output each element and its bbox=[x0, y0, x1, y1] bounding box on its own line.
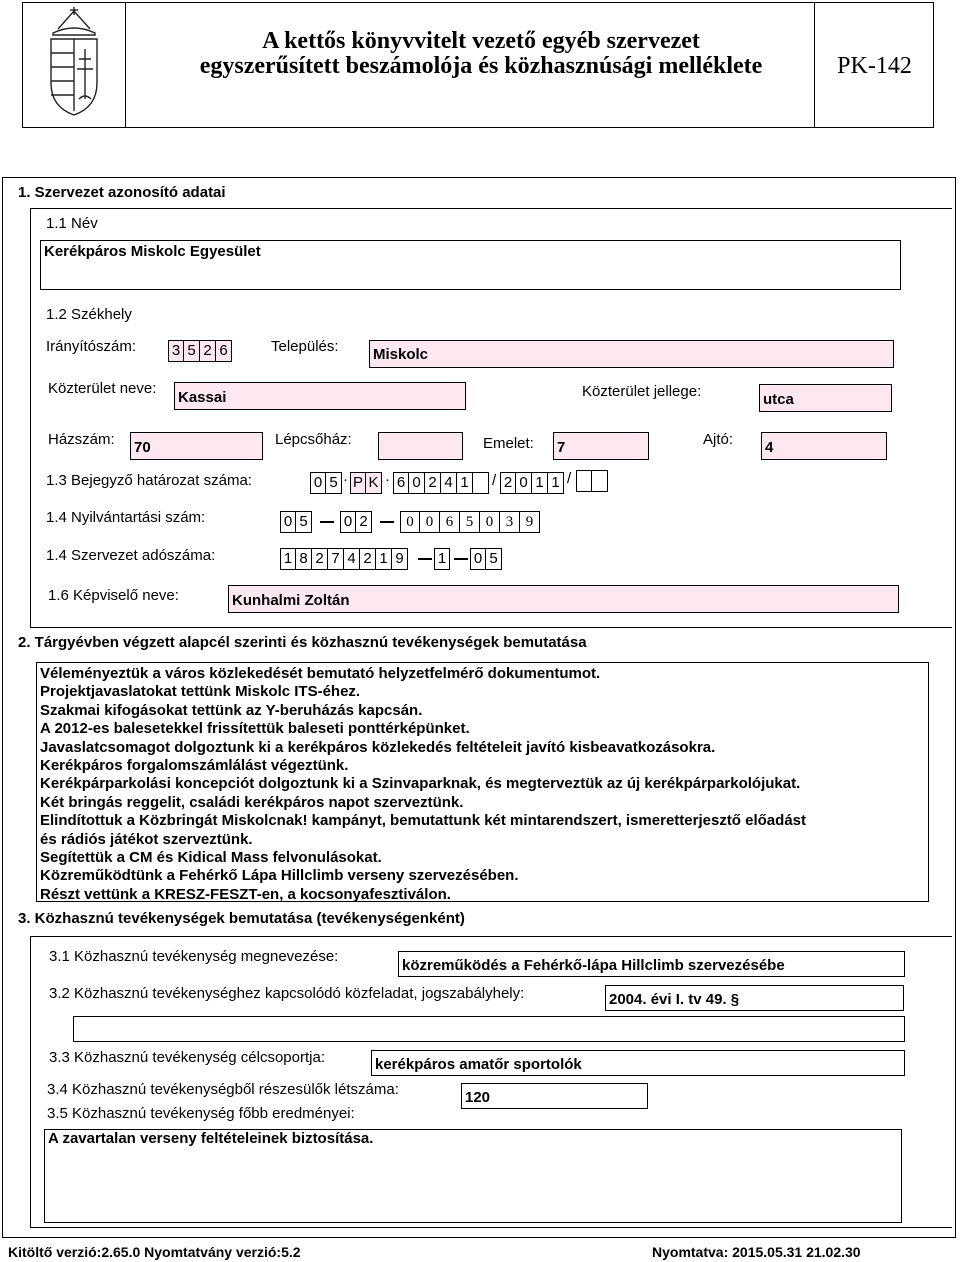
reg-decision-part4[interactable] bbox=[500, 472, 564, 494]
registry-part3[interactable] bbox=[400, 511, 540, 533]
zip-digit: 5 bbox=[184, 340, 200, 362]
city-label: Település: bbox=[271, 338, 339, 355]
tax-digit: 1 bbox=[376, 548, 392, 570]
activities-list bbox=[40, 665, 926, 902]
door-field[interactable]: 4 bbox=[761, 432, 887, 460]
dot-separator: · bbox=[343, 471, 348, 488]
registry-digit: 0 bbox=[340, 511, 356, 533]
activity-line: Kerékpárparkolási koncepciót dolgoztunk ki a Szinvaparknak, és megterveztük az új kerékpárparkolójukat. bbox=[40, 775, 801, 793]
task-extra-field[interactable] bbox=[73, 1016, 905, 1042]
target-field[interactable]: kerékpáros amatőr sportolók bbox=[371, 1050, 905, 1076]
task-field[interactable]: 2004. évi I. tv 49. § bbox=[605, 985, 904, 1011]
reg-decision-part1[interactable] bbox=[310, 472, 342, 494]
registry-label: 1.4 Nyilvántartási szám: bbox=[46, 509, 206, 526]
registry-part1[interactable] bbox=[280, 511, 312, 533]
form-title bbox=[125, 29, 837, 79]
logo-frame bbox=[23, 3, 126, 127]
reg-digit: 2 bbox=[500, 472, 516, 494]
zip-digit: 3 bbox=[168, 340, 184, 362]
results-field[interactable] bbox=[44, 1129, 902, 1223]
tax-digit: 2 bbox=[312, 548, 328, 570]
reg-digit: 2 bbox=[425, 472, 441, 494]
dash-separator bbox=[418, 558, 432, 560]
tax-digit: 4 bbox=[344, 548, 360, 570]
section3-title: 3. Közhasznú tevékenységek bemutatása (tevékenységenként) bbox=[18, 910, 465, 927]
form-code: PK-142 bbox=[837, 53, 912, 79]
reg-decision-label: 1.3 Bejegyző határozat száma: bbox=[46, 472, 252, 489]
reg-decision-part3[interactable] bbox=[393, 472, 489, 494]
activity-line: Kerékpáros forgalomszámlálást végeztünk. bbox=[40, 757, 349, 775]
registry-digit: 0 bbox=[420, 511, 440, 533]
activity-name-field[interactable]: közreműködés a Fehérkő-lápa Hillclimb szervezésébe bbox=[398, 951, 905, 977]
activity-line: Projektjavaslatokat tettünk Miskolc ITS-éhez. bbox=[40, 683, 361, 701]
form-title-line2: egyszerűsített beszámolója és közhasznúsági melléklete bbox=[199, 53, 763, 79]
results-value: A zavartalan verseny feltételeinek biztosítása. bbox=[48, 1130, 374, 1147]
form-title-line1: A kettős könyvvitelt vezető egyéb szervezet bbox=[262, 28, 700, 54]
reg-digit bbox=[473, 472, 489, 494]
registry-digit: 5 bbox=[460, 511, 480, 533]
reg-decision-part5[interactable] bbox=[576, 470, 608, 492]
registry-digit: 0 bbox=[280, 511, 296, 533]
house-label: Házszám: bbox=[48, 431, 115, 448]
dash-separator bbox=[454, 558, 468, 560]
reg-digit: 1 bbox=[457, 472, 473, 494]
floor-label: Emelet: bbox=[483, 435, 534, 452]
tax-part2[interactable] bbox=[434, 548, 450, 570]
rep-field[interactable]: Kunhalmi Zoltán bbox=[228, 585, 899, 613]
dot-separator: · bbox=[385, 471, 390, 488]
tax-part1[interactable] bbox=[280, 548, 408, 570]
reg-digit: 1 bbox=[532, 472, 548, 494]
task-label: 3.2 Közhasznú tevékenységhez kapcsolódó közfeladat, jogszabályhely: bbox=[49, 985, 525, 1002]
activity-line: Részt vettünk a KRESZ-FESZT-en, a kocsonyafesztiválon. bbox=[40, 885, 451, 902]
stair-label: Lépcsőház: bbox=[275, 431, 352, 448]
activity-line: Véleményeztük a város közlekedését bemutató helyzetfelmérő dokumentumot. bbox=[40, 665, 601, 682]
registry-digit: 3 bbox=[500, 511, 520, 533]
activity-line: Elindítottuk a Közbringát Miskolcnak! kampányt, bemutattunk két mintarendszert, ismeretterjesztő előadást bbox=[40, 812, 806, 830]
section1-title: 1. Szervezet azonosító adatai bbox=[18, 184, 226, 201]
count-field[interactable]: 120 bbox=[461, 1083, 648, 1109]
zip-cells[interactable] bbox=[168, 340, 232, 362]
street-label: Közterület neve: bbox=[48, 380, 157, 397]
reg-digit: 6 bbox=[393, 472, 409, 494]
tax-digit: 1 bbox=[280, 548, 296, 570]
header bbox=[22, 2, 934, 128]
tax-digit: 0 bbox=[470, 548, 486, 570]
tax-part3[interactable] bbox=[470, 548, 502, 570]
activity-line: Segítettük a CM és Kidical Mass felvonulásokat. bbox=[40, 849, 382, 867]
section2-title: 2. Tárgyévben végzett alapcél szerinti és közhasznú tevékenységek bemutatása bbox=[18, 634, 587, 651]
registry-digit: 9 bbox=[520, 511, 540, 533]
activity-line: Közreműködtünk a Fehérkő Lápa Hillclimb verseny szervezésében. bbox=[40, 867, 519, 885]
tax-digit: 1 bbox=[434, 548, 450, 570]
reg-digit: 1 bbox=[548, 472, 564, 494]
street-type-field[interactable]: utca bbox=[759, 384, 892, 412]
registry-part2[interactable] bbox=[340, 511, 372, 533]
rep-label: 1.6 Képviselő neve: bbox=[48, 587, 179, 604]
reg-digit: 0 bbox=[409, 472, 425, 494]
street-type-label: Közterület jellege: bbox=[582, 383, 702, 400]
tax-digit: 9 bbox=[392, 548, 408, 570]
activities-box[interactable] bbox=[36, 662, 929, 902]
stair-field[interactable] bbox=[378, 432, 463, 460]
slash-separator: / bbox=[492, 472, 497, 489]
reg-digit: 0 bbox=[516, 472, 532, 494]
registry-digit: 0 bbox=[480, 511, 500, 533]
zip-label: Irányítószám: bbox=[46, 338, 137, 355]
results-label: 3.5 Közhasznú tevékenység főbb eredményei: bbox=[47, 1105, 355, 1122]
tax-digit: 5 bbox=[486, 548, 502, 570]
name-value: Kerékpáros Miskolc Egyesület bbox=[44, 243, 261, 260]
dash-separator bbox=[320, 521, 334, 523]
seat-label: 1.2 Székhely bbox=[46, 306, 132, 323]
street-field[interactable]: Kassai bbox=[174, 382, 466, 410]
tax-digit: 7 bbox=[328, 548, 344, 570]
dash-separator bbox=[380, 521, 394, 523]
reg-digit: 4 bbox=[441, 472, 457, 494]
footer-right: Nyomtatva: 2015.05.31 21.02.30 bbox=[652, 1244, 861, 1260]
zip-digit: 6 bbox=[216, 340, 232, 362]
zip-digit: 2 bbox=[200, 340, 216, 362]
tax-label: 1.4 Szervezet adószáma: bbox=[46, 547, 216, 564]
registry-digit: 5 bbox=[296, 511, 312, 533]
footer-left: Kitöltő verzió:2.65.0 Nyomtatvány verzió:5.2 bbox=[8, 1244, 301, 1260]
reg-letter: K bbox=[366, 472, 382, 494]
city-field[interactable]: Miskolc bbox=[369, 340, 894, 368]
reg-digit: 0 bbox=[310, 472, 326, 494]
tax-digit: 8 bbox=[296, 548, 312, 570]
reg-letter: P bbox=[350, 472, 366, 494]
form-code-box bbox=[814, 3, 934, 127]
target-label: 3.3 Közhasznú tevékenység célcsoportja: bbox=[49, 1049, 325, 1066]
reg-digit: 5 bbox=[326, 472, 342, 494]
reg-digit bbox=[576, 470, 592, 492]
name-field[interactable] bbox=[40, 240, 901, 290]
activity-name-label: 3.1 Közhasznú tevékenység megnevezése: bbox=[49, 948, 339, 965]
activity-line: Két bringás reggelit, családi kerékpáros napot szerveztünk. bbox=[40, 793, 464, 811]
registry-digit: 0 bbox=[400, 511, 420, 533]
floor-field[interactable]: 7 bbox=[553, 432, 649, 460]
tax-digit: 2 bbox=[360, 548, 376, 570]
registry-digit: 6 bbox=[440, 511, 460, 533]
count-label: 3.4 Közhasznú tevékenységből részesülők létszáma: bbox=[47, 1081, 399, 1098]
activity-line: Szakmai kifogásokat tettünk az Y-beruházás kapcsán. bbox=[40, 701, 423, 719]
activity-line: Javaslatcsomagot dolgoztunk ki a kerékpáros közlekedés feltételeit javító kisbeavatkozásokra. bbox=[40, 738, 716, 756]
activity-line: és rádiós játékot szerveztünk. bbox=[40, 830, 253, 848]
reg-digit bbox=[592, 470, 608, 492]
coat-of-arms-logo bbox=[23, 3, 125, 127]
activity-line: A 2012-es balesetekkel frissítettük baleseti ponttérképünket. bbox=[40, 720, 470, 738]
reg-decision-part2[interactable] bbox=[350, 472, 382, 494]
door-label: Ajtó: bbox=[703, 431, 734, 448]
slash-separator: / bbox=[567, 470, 572, 487]
name-label: 1.1 Név bbox=[46, 215, 98, 232]
registry-digit: 2 bbox=[356, 511, 372, 533]
house-field[interactable]: 70 bbox=[130, 432, 263, 460]
